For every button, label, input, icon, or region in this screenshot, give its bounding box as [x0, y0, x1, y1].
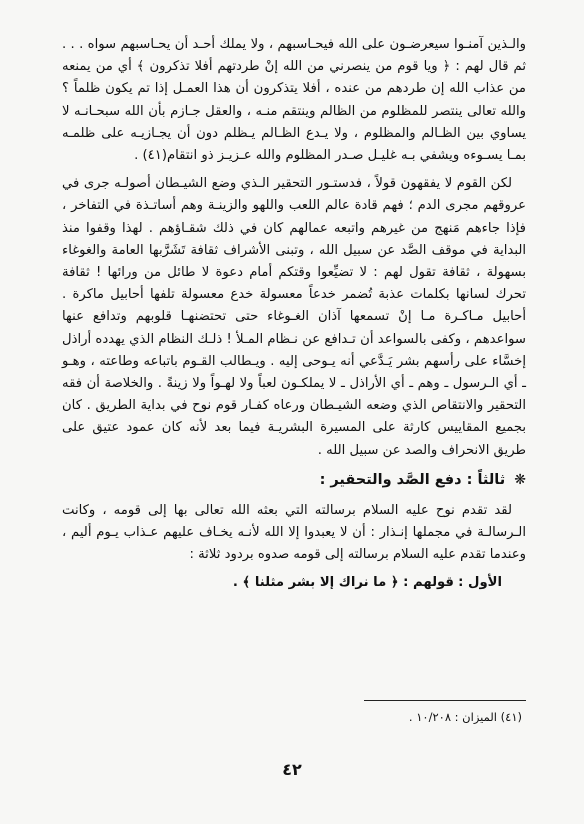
section-heading	[62, 468, 526, 492]
paragraph-3: لقد تقدم نوح عليه السلام برسالته التي بعثه الله تعالى بها إلى قومه ، وكانت الـرسالـة في مجملها إنـذار : أن لا يعبدوا إلا الله لأنـه يخـاف عليهم عـذاب يـوم أليم ، وعندما تقدم عليه السلام برسالته إلى قومه صدوه بردود ثلاثة :	[62, 502, 526, 563]
star-icon: ❋	[514, 471, 526, 488]
page-number: ٤٢	[282, 760, 302, 779]
page-body	[62, 34, 526, 594]
section-heading-text: ثالثاً : دفع الصَّد والتحقير :	[319, 471, 506, 488]
first-point-label: الأول :	[458, 575, 502, 591]
paragraph-1: والـذين آمنـوا سيعرضـون على الله فيحـاسبهم ، ولا يملك أحـد أن يحـاسبهم سواه . . . ثم قال لهم : ﴿ ويا قوم من ينصرني من الله إنْ طردتهم أفلا تذكرون ﴾ أي من يمنعه من عذاب الله إن طردهم من عنده ، أفلا يتذكرون أن هذا العمـل إذا تم يكون ظلماً ؟ والله تعالى ينتصر للمظلوم من الظالم وينتقم منـه ، والعقل جـازم بأن الله سبحـانـه لا يساوي بين الظـالم والمظلوم ، ولا يـدع الظـالم يـظلم دون أن يجـازيـه على ظلمـه بمـا يسـوءه ويشفي بـه غليـل صـدر المظلوم والله عـزيـز ذو انتقام(٤١) .	[62, 37, 526, 164]
footnote: (٤١) الميزان : ١٠/٢٠٨ .	[408, 710, 522, 724]
paragraph-2: لكن القوم لا يفقهون قولاً ، فدستـور التحقير الـذي وضع الشيـطان أصولـه جرى في عروقهم مجرى الدم ؛ فهم قادة عالم اللعب واللهو والزينـة وهم أساتـذة في التفاخر ، فإذا جاءهم مَنهج من غيرهم واتبعه عمالهم كان في ذلك شقـاؤهم . لهذا وقفوا منذ البداية في موقف الصَّد عن سبيل الله ، وتبنى الأشراف ثقافة تَشَرَّبها العامة والغوغاء بسهولة ، ثقافة تقول لهم : لا تضيِّعوا وقتكم أمام دعوة لا طائل من ورائها ! ثقافة تحرك لسانها بكلمات عذبة تُضمر خدعاً معسولة خدع معسولة تلفها أحابيل ماكرة . أحابيل مـاكـرة مـا إنْ تسمعها آذان الغـوغاء حتى تحتضنهـا قلوبهم وتدافع عنها سواعدهم ، وكفى بالسواعد أن تـدافع عن نـظام المـلأ ! ذلـك النظام الذي يهدده أراذل إخسَّاء على رأسهم بشر يَـدَّعي أنه يـوحى إليه . ويـطالب القـوم باتباعه وطاعته ، وهـو ـ أي الـرسول ـ وهم ـ أي الأراذل ـ لا يملكـون لعباً ولا لهـواً ولا زينةً . والخلاصة أن فقه التحقير والانتقاص الذي وضعه الشيـطان ورعاه كفـار قوم نوح في بداية الطريق . كان بجميع المقاييس كارثة على المسيرة البشريـة فيما بعد لأنه كان عمود عتيق على طريق الانحراف والصد عن سبيل الله .	[62, 176, 526, 458]
first-point	[62, 572, 502, 594]
footnote-divider	[364, 700, 526, 701]
first-point-text: قولهم : ﴿ ما نراك إلا بشر مثلنا ﴾ .	[232, 575, 454, 591]
